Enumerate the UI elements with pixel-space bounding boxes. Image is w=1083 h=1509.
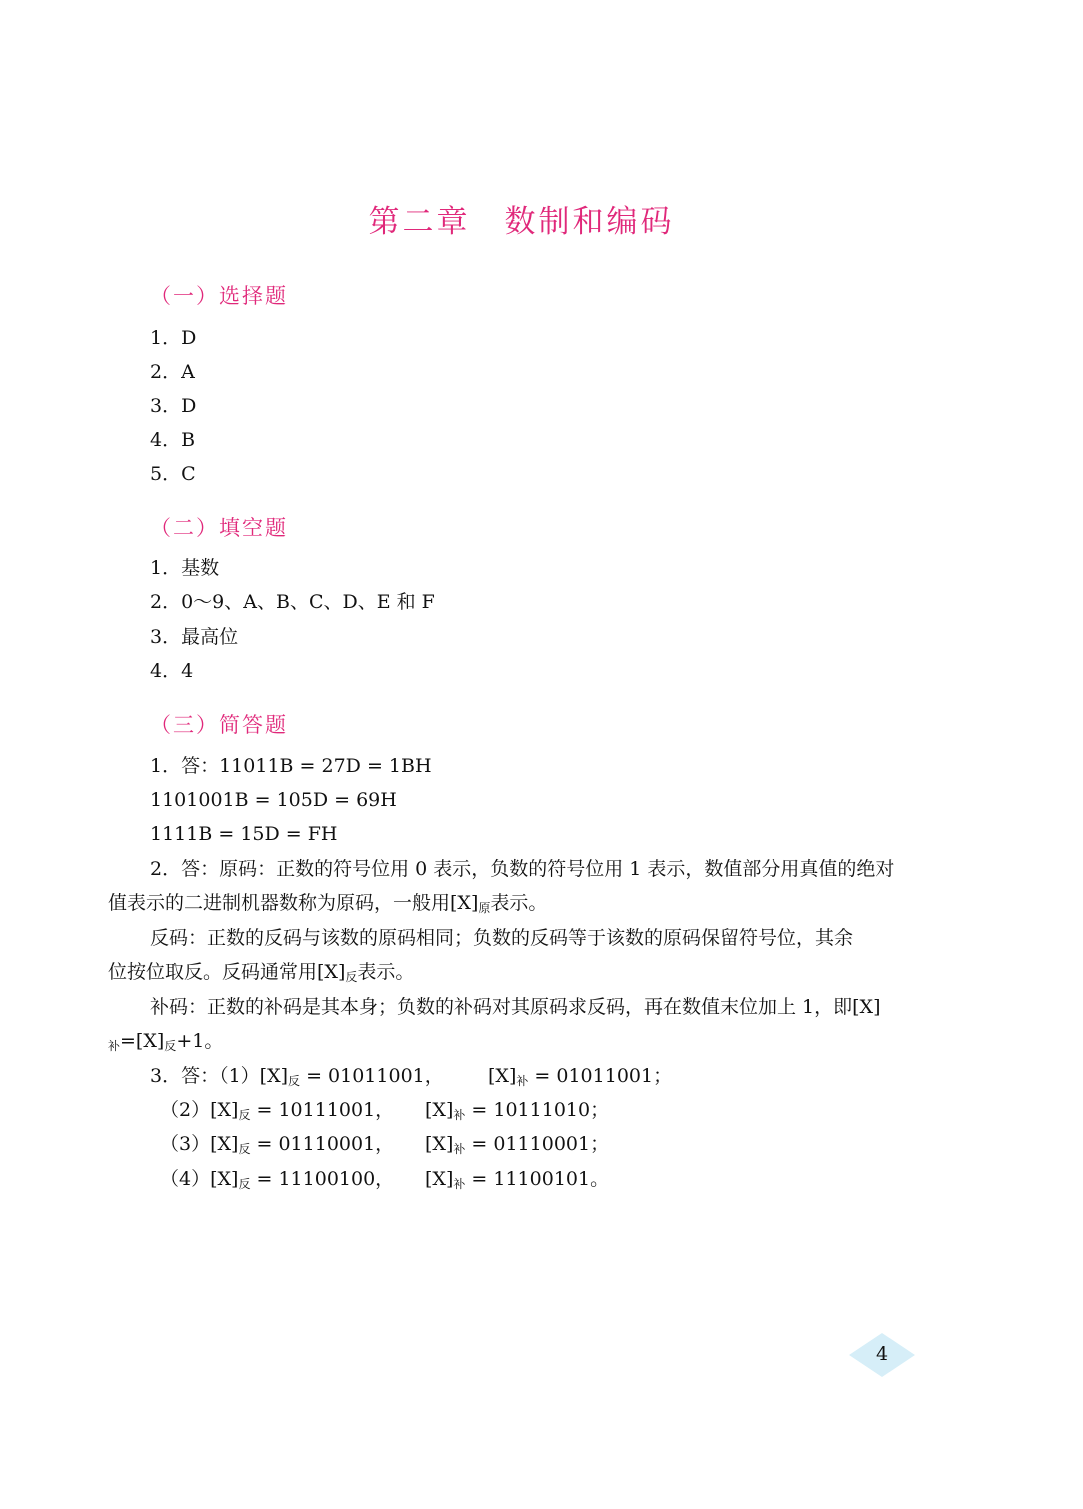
text-run: +1。: [176, 1030, 224, 1052]
subscript: 反: [164, 1039, 177, 1053]
answer-item: 4．B: [150, 429, 196, 451]
answer-item: 3．D: [150, 395, 197, 417]
answer-row: [160, 1132, 394, 1156]
answer-item: 1．基数: [150, 557, 220, 579]
answer-line: 1111B = 15D = FH: [150, 823, 338, 845]
text-run: = 10111010；: [465, 1099, 610, 1121]
text-run: 表示。: [357, 961, 415, 983]
paragraph-line: 2．答：原码：正数的符号位用 0 表示，负数的符号位用 1 表示，数值部分用真值的绝对: [150, 858, 895, 880]
text-run: 表示。: [490, 892, 548, 914]
answer-item: 4．4: [150, 660, 194, 682]
section-heading-choice: （一）选择题: [150, 284, 288, 308]
paragraph-line: [108, 891, 547, 915]
page-number-badge: [848, 1332, 916, 1378]
answer-item: 5．C: [150, 463, 196, 485]
text-run: =[X]: [120, 1030, 165, 1052]
text-run: = 01011001，: [300, 1065, 444, 1087]
paragraph-line: [108, 1029, 223, 1053]
subscript: 反: [238, 1108, 251, 1122]
section-heading-short: （三）简答题: [150, 713, 288, 737]
text-run: 值表示的二进制机器数称为原码，一般用[X]: [108, 892, 479, 914]
subscript: 补: [516, 1074, 529, 1088]
section-heading-fill: （二）填空题: [150, 516, 288, 540]
text-run: = 11100101。: [465, 1168, 610, 1190]
answer-line: 1．答：11011B = 27D = 1BH: [150, 755, 432, 777]
answer-row-complement: [425, 1132, 609, 1156]
text-run: （3）[X]: [160, 1133, 239, 1155]
subscript: 反: [238, 1142, 251, 1156]
text-run: = 01110001，: [250, 1133, 395, 1155]
answer-row-complement: [425, 1167, 609, 1191]
subscript: 补: [453, 1177, 466, 1191]
answer-row: [160, 1167, 394, 1191]
text-run: [X]: [488, 1065, 517, 1087]
text-run: = 01011001；: [528, 1065, 673, 1087]
subscript: 反: [238, 1177, 251, 1191]
paragraph-line: 反码：正数的反码与该数的原码相同；负数的反码等于该数的原码保留符号位，其余: [150, 927, 854, 949]
answer-row: [160, 1098, 394, 1122]
text-run: [X]: [425, 1133, 454, 1155]
answer-row: [150, 1064, 444, 1088]
text-run: [X]: [425, 1168, 454, 1190]
answer-item: 2．A: [150, 361, 195, 383]
answer-item: 3．最高位: [150, 626, 239, 648]
answer-line: 1101001B = 105D = 69H: [150, 789, 397, 811]
text-run: = 01110001；: [465, 1133, 610, 1155]
page-number: 4: [875, 1343, 889, 1365]
subscript: 补: [453, 1108, 466, 1122]
subscript: 反: [288, 1074, 301, 1088]
subscript: 反: [345, 970, 358, 984]
answer-item: 2．0～9、A、B、C、D、E 和 F: [150, 591, 435, 613]
text-run: 3．答：（1）[X]: [150, 1065, 289, 1087]
text-run: 位按位取反。反码通常用[X]: [108, 961, 346, 983]
subscript: 补: [453, 1142, 466, 1156]
paragraph-line: [108, 960, 414, 984]
answer-row-complement: [425, 1098, 609, 1122]
paragraph-line: 补码：正数的补码是其本身；负数的补码对其原码求反码，再在数值末位加上 1，即[X]: [150, 996, 881, 1018]
text-run: [X]: [425, 1099, 454, 1121]
text-run: = 10111001，: [250, 1099, 395, 1121]
subscript: 原: [478, 901, 491, 915]
text-run: （2）[X]: [160, 1099, 239, 1121]
answer-row-complement: [488, 1064, 672, 1088]
answer-item: 1．D: [150, 327, 197, 349]
chapter-title: 第二章 数制和编码: [368, 204, 675, 240]
subscript: 补: [108, 1039, 121, 1053]
text-run: （4）[X]: [160, 1168, 239, 1190]
text-run: = 11100100，: [250, 1168, 395, 1190]
